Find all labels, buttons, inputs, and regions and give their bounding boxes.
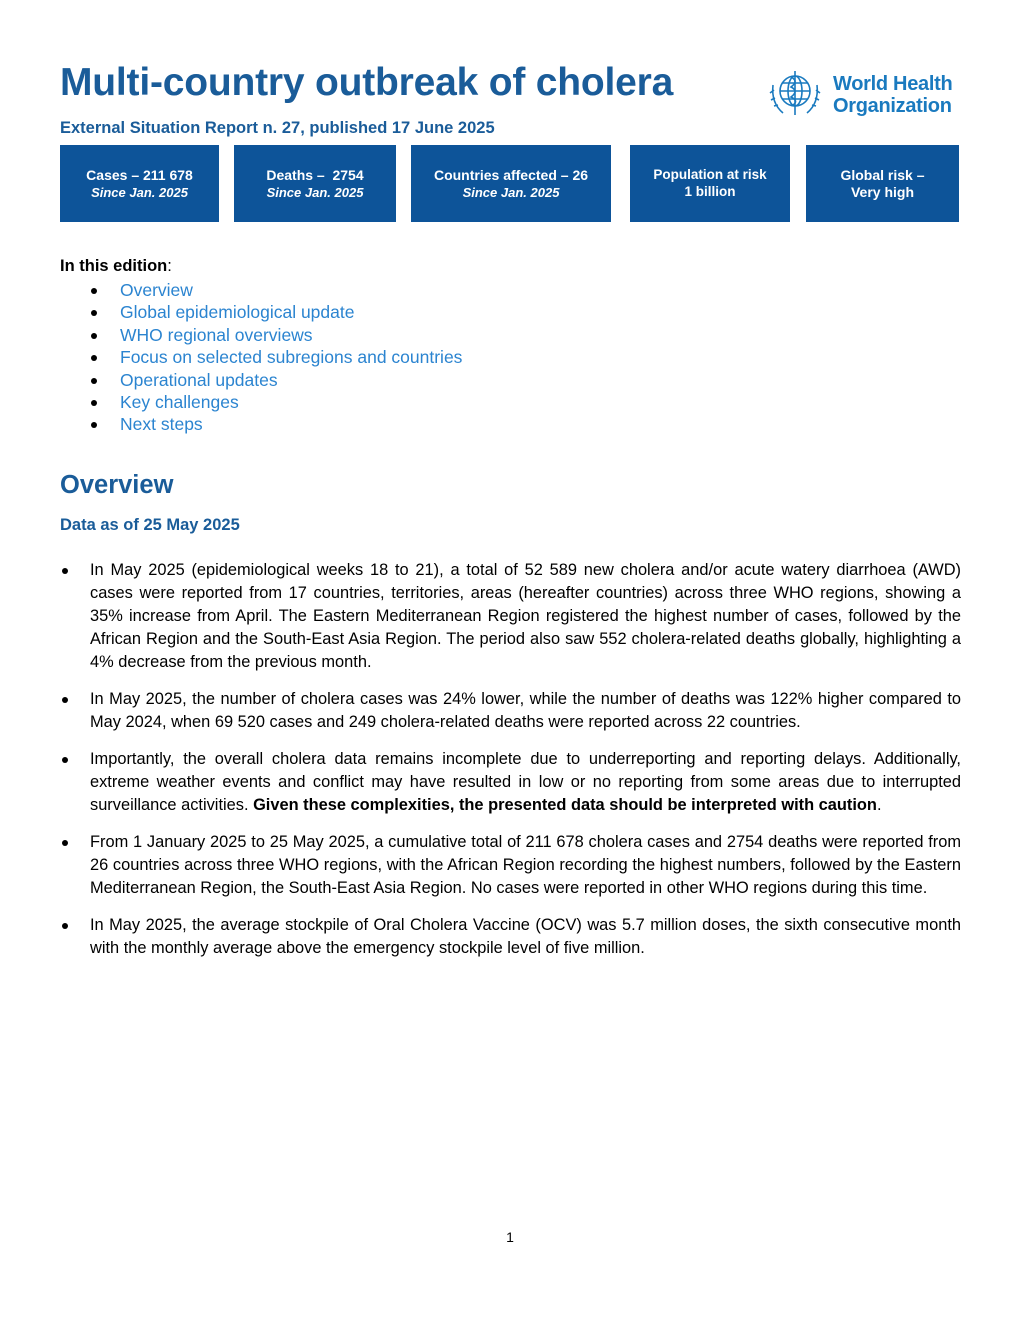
stat-population [630,145,790,222]
stat-population-label: Population at risk [653,167,767,182]
table-of-contents [60,279,462,436]
overview-heading: Overview [60,471,174,499]
who-logo [765,64,965,126]
stat-global-risk-label: Global risk – [840,167,925,183]
caution-end: . [876,796,882,814]
edition-heading-text: In this edition [60,257,168,275]
stat-deaths-label: Deaths – 2754 [266,167,364,183]
overview-bullet-comparison: In May 2025, the number of cholera cases was 24% lower, while the number of deaths was 122% higher compared to May 2024, when 69 520 cases and 249 cholera-related deaths were reported across 22 countries. [60,688,961,734]
stat-cases-sub: Since Jan. 2025 [91,185,188,200]
toc-link-key-challenges[interactable]: Key challenges [60,391,462,413]
stat-global-risk-sub: Very high [850,184,915,200]
edition-heading [60,257,172,276]
stat-countries-label: Countries affected – 26 [433,167,589,183]
toc-link-focus-subregions[interactable]: Focus on selected subregions and countries [60,346,462,368]
caution-bold: Given these complexities, the presented data should be interpreted with caution [253,796,877,814]
stat-cases-label: Cases – 211 678 [86,167,193,183]
toc-link-global-update[interactable]: Global epidemiological update [60,301,462,323]
who-wordmark-line1: World Health [833,73,953,95]
overview-bullet-ocv: In May 2025, the average stockpile of Oral Cholera Vaccine (OCV) was 5.7 million doses, the sixth consecutive month with the monthly average above the emergency stockpile level of five million. [60,914,961,960]
overview-bullet-may-cases: In May 2025 (epidemiological weeks 18 to 21), a total of 52 589 new cholera and/or acute watery diarrhoea (AWD) cases were reported from 17 countries, territories, areas (hereafter countries) across three WHO regions, showing a 35% increase from April. The Eastern Mediterranean Region registered the highest number of cases, followed by the African Region and the South-East Asia Region. The period also saw 552 cholera-related deaths globally, highlighting a 4% decrease from the previous month. [60,559,961,674]
stat-deaths [234,145,396,222]
who-wordmark-line2: Organization [833,95,952,117]
stat-countries-sub: Since Jan. 2025 [462,185,560,200]
edition-heading-colon: : [167,257,172,275]
stat-population-sub: 1 billion [684,184,736,199]
toc-link-regional-overviews[interactable]: WHO regional overviews [60,324,462,346]
caution-text: Importantly, the overall cholera data remains incomplete due to underreporting and reporting delays. Additionally, extreme weather events and conflict may have resulted in low or no reporting from some areas due to interrupted surveillance activities. [90,750,961,814]
who-wordmark [833,73,952,117]
toc-link-overview[interactable]: Overview [60,279,462,301]
toc-link-next-steps[interactable]: Next steps [60,413,462,435]
report-title: Multi-country outbreak of cholera [60,61,674,104]
stat-countries [411,145,611,222]
overview-bullet-caution [60,748,961,817]
toc-link-operational-updates[interactable]: Operational updates [60,369,462,391]
overview-bullets [60,559,961,974]
overview-bullet-cumulative: From 1 January 2025 to 25 May 2025, a cumulative total of 211 678 cholera cases and 2754 deaths were reported from 26 countries across three WHO regions, with the African Region recording the highest numbers, followed by the Eastern Mediterranean Region, the South-East Asia Region. No cases were reported in other WHO regions during this time. [60,831,961,900]
stat-deaths-sub: Since Jan. 2025 [266,185,364,200]
stat-cases [60,145,219,222]
stat-global-risk [806,145,959,222]
who-emblem-icon [765,63,825,128]
report-subtitle: External Situation Report n. 27, published 17 June 2025 [60,119,495,137]
page-number: 1 [506,1229,514,1245]
overview-date: Data as of 25 May 2025 [60,516,240,534]
